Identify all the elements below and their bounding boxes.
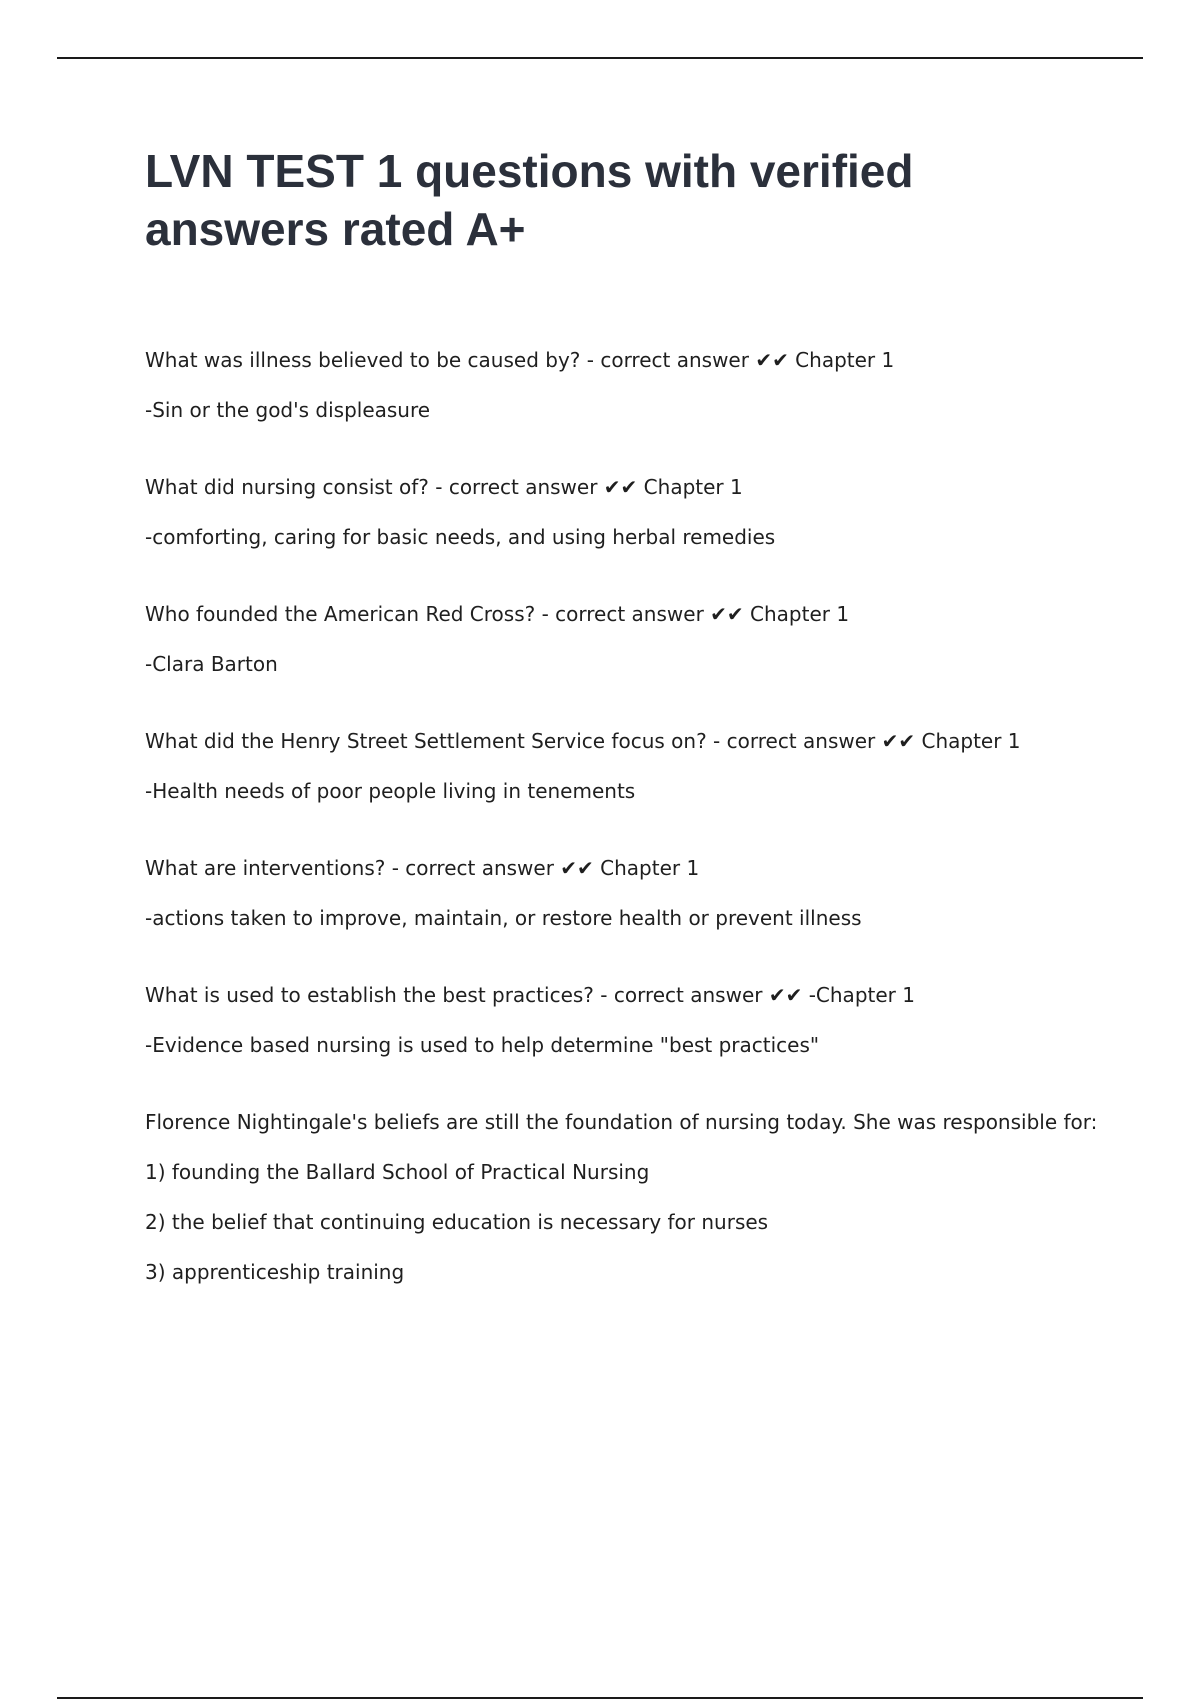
- title-line-2: answers rated A+: [145, 203, 526, 255]
- qa-item: [145, 473, 1105, 551]
- question-text: What are interventions? - correct answer ✔✔ Chapter 1: [145, 856, 700, 880]
- question-text: What is used to establish the best practices? - correct answer ✔✔ -Chapter 1: [145, 983, 915, 1007]
- qa-item: [145, 981, 1105, 1059]
- question-text: What did nursing consist of? - correct answer ✔✔ Chapter 1: [145, 475, 743, 499]
- answer-text: -Health needs of poor people living in tenements: [145, 779, 636, 803]
- answer-text: -comforting, caring for basic needs, and using herbal remedies: [145, 525, 776, 549]
- option-item: 2) the belief that continuing education is necessary for nurses: [145, 1210, 769, 1234]
- question-text: Who founded the American Red Cross? - correct answer ✔✔ Chapter 1: [145, 602, 850, 626]
- answer-text: -Clara Barton: [145, 652, 278, 676]
- qa-item: [145, 854, 1105, 932]
- option-item: 3) apprenticeship training: [145, 1260, 405, 1284]
- question-text: What was illness believed to be caused by? - correct answer ✔✔ Chapter 1: [145, 348, 895, 372]
- question-stem: Florence Nightingale's beliefs are still the foundation of nursing today. She was responsible for:: [145, 1110, 1098, 1134]
- qa-list: [145, 346, 1105, 1286]
- option-item: 1) founding the Ballard School of Practical Nursing: [145, 1160, 650, 1184]
- qa-item: [145, 346, 1105, 424]
- qa-item: [145, 727, 1105, 805]
- document-title: [145, 142, 1105, 258]
- answer-text: -Sin or the god's displeasure: [145, 398, 431, 422]
- question-text: What did the Henry Street Settlement Service focus on? - correct answer ✔✔ Chapter 1: [145, 729, 1021, 753]
- qa-item: [145, 600, 1105, 678]
- multi-option-question: [145, 1108, 1105, 1286]
- title-line-1: LVN TEST 1 questions with verified: [145, 145, 914, 197]
- bottom-rule: [57, 1697, 1143, 1699]
- document-body: [145, 142, 1105, 1335]
- top-rule: [57, 57, 1143, 59]
- answer-text: -Evidence based nursing is used to help determine "best practices": [145, 1033, 820, 1057]
- answer-text: -actions taken to improve, maintain, or restore health or prevent illness: [145, 906, 862, 930]
